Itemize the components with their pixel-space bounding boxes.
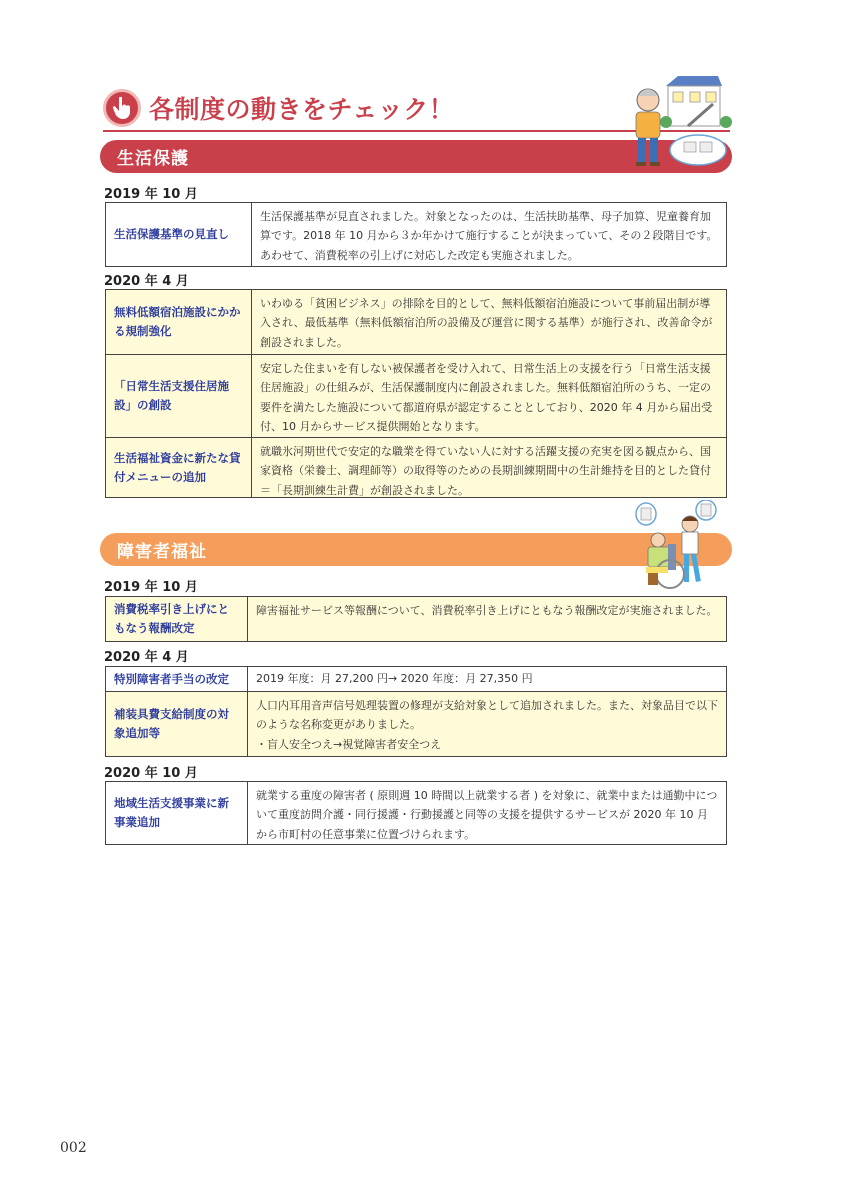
- date-heading: 2019 年 10 月: [104, 187, 198, 202]
- page-title: 各制度の動きをチェック！: [149, 95, 455, 124]
- elderly-man-with-house-illustration: [618, 72, 736, 168]
- table-row: [106, 667, 726, 691]
- row-description: 生活保護基準が見直されました。対象となったのは、生活扶助基準、母子加算、児童養育加算です。2018 年 10 月から３か年かけて施行することが決まっていて、その２段階目です。あわせて、消費税率の引上げに対応した改定も実施されました。: [252, 203, 726, 266]
- date-heading: 2020 年 4 月: [104, 274, 189, 289]
- page-header: [103, 88, 454, 128]
- date-heading: 2019 年 10 月: [104, 580, 198, 595]
- info-table: [105, 202, 727, 267]
- row-label: 地域生活支援事業に新事業追加: [106, 782, 248, 844]
- row-description: 就業する重度の障害者 ( 原則週 10 時間以上就業する者 ) を対象に、就業中または通勤中について重度訪問介護・同行援護・行動援護と同等の支援を提供するサービスが 2020 年 10 月から市町村の任意事業に位置づけられます。: [248, 782, 726, 844]
- info-table: [105, 781, 727, 845]
- row-description: いわゆる「貧困ビジネス」の排除を目的として、無料低額宿泊施設について事前届出制が導入され、最低基準（無料低額宿泊所の設備及び運営に関する基準）が施行され、改善命令が創設されました。: [252, 290, 726, 354]
- table-row: [106, 782, 726, 844]
- table-row: [106, 597, 726, 641]
- row-label: 補装具費支給制度の対象追加等: [106, 692, 248, 756]
- row-label: 消費税率引き上げにともなう報酬改定: [106, 597, 248, 641]
- row-description: 障害福祉サービス等報酬について、消費税率引き上げにともなう報酬改定が実施されました。: [248, 597, 726, 641]
- info-table: [105, 666, 727, 757]
- row-label: 特別障害者手当の改定: [106, 667, 248, 691]
- page-number: 002: [60, 1140, 87, 1156]
- table-row: [106, 354, 726, 437]
- row-label: 無料低額宿泊施設にかかる規制強化: [106, 290, 252, 354]
- row-label: 生活保護基準の見直し: [106, 203, 252, 266]
- section-title: 障害者福祉: [117, 542, 207, 562]
- info-table: [105, 289, 727, 498]
- row-description: 2019 年度：月 27,200 円→ 2020 年度：月 27,350 円: [248, 667, 726, 691]
- row-label: 「日常生活支援住居施設」の創設: [106, 355, 252, 437]
- row-label: 生活福祉資金に新たな貸付メニューの追加: [106, 438, 252, 497]
- row-description-text: 人口内耳用音声信号処理装置の修理が支給対象として追加されました。また、対象品目で以下のような名称変更がありました。: [256, 699, 718, 732]
- table-row: [106, 203, 726, 266]
- section-title: 生活保護: [117, 149, 189, 169]
- table-row: [106, 691, 726, 756]
- caregiver-pushing-wheelchair-illustration: [632, 500, 734, 592]
- row-description: [248, 692, 726, 756]
- info-table: [105, 596, 727, 642]
- row-description: 安定した住まいを有しない被保護者を受け入れて、日常生活上の支援を行う「日常生活支援住居施設」の仕組みが、生活保護制度内に創設されました。無料低額宿泊所のうち、一定の要件を満たした施設について都道府県が認定することとしており、2020 年 4 月から届出受付、10 月からサービス提供開始となります。: [252, 355, 726, 437]
- date-heading: 2020 年 4 月: [104, 650, 189, 665]
- date-heading: 2020 年 10 月: [104, 766, 198, 781]
- table-row: [106, 437, 726, 497]
- row-description-bullet: ・盲人安全つえ→視覚障害者安全つえ: [256, 737, 442, 751]
- row-description: 就職氷河期世代で安定的な職業を得ていない人に対する活躍支援の充実を図る観点から、国家資格（栄養士、調理師等）の取得等のための長期訓練期間中の生計維持を目的とした貸付＝「長期訓練生計費」が創設されました。: [252, 438, 726, 497]
- table-row: [106, 290, 726, 354]
- pointing-hand-icon: [103, 89, 141, 127]
